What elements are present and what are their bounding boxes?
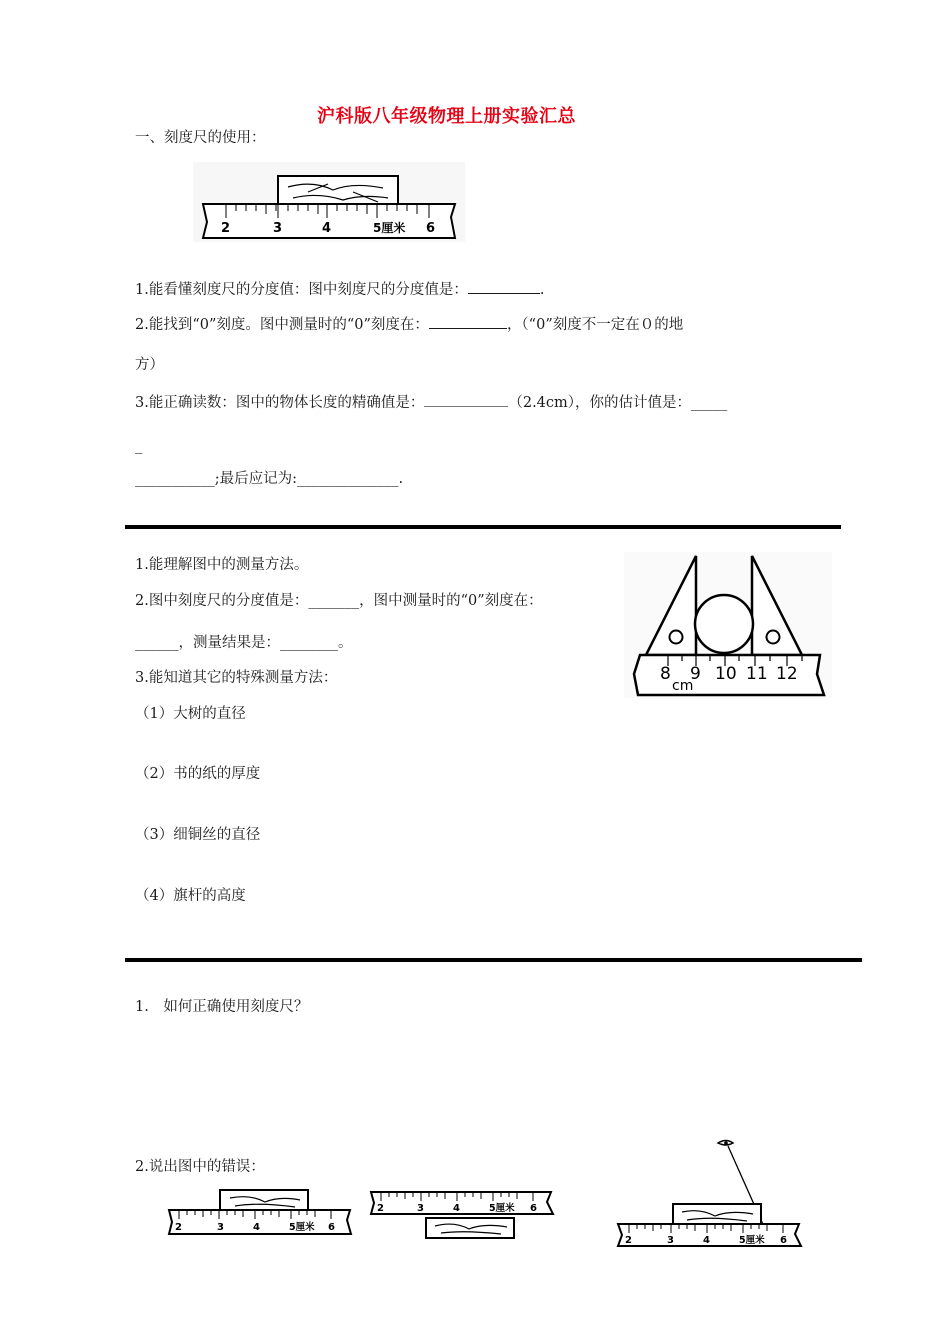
eye-icon — [718, 1141, 733, 1146]
s1-question-1: 1.能看懂刻度尺的分度值：图中刻度尺的分度值是： . — [135, 282, 545, 298]
ruler-b-label-4: 4 — [453, 1203, 460, 1214]
s1-question-3: 3.能正确读数：图中的物体长度的精确值是： （2.4cm），你的估计值是：_____ — [135, 395, 728, 411]
ruler1-label-3: 3 — [273, 221, 283, 236]
ruler-c-label-5: 5厘米 — [739, 1235, 765, 1246]
s2-question-2: 2.图中刻度尺的分度值是：_______，图中测量时的“0”刻度在： — [135, 593, 543, 609]
s1-question-3-final: ___________;最后应记为:______________. — [135, 471, 404, 487]
s3-question-1: 1. 如何正确使用刻度尺？ — [135, 999, 309, 1015]
s3-question-2: 2.说出图中的错误： — [135, 1159, 265, 1175]
ruler1-label-4: 4 — [322, 221, 332, 236]
ruler-c-label-2: 2 — [625, 1235, 632, 1246]
page-title: 沪科版八年级物理上册实验汇总 — [317, 106, 576, 127]
ruler-a-label-2: 2 — [175, 1222, 182, 1233]
s2-question-2-cont: ______，测量结果是：________。 — [135, 635, 353, 651]
ruler-a-label-4: 4 — [253, 1222, 260, 1233]
answer-blank[interactable] — [468, 281, 540, 294]
s2-question-1: 1.能理解图中的测量方法。 — [135, 557, 309, 573]
s1-question-3-cont: _ — [135, 438, 143, 454]
ruler2-unit: cm — [672, 678, 694, 694]
ruler2-label-12: 12 — [776, 664, 798, 684]
special-method-item: （2）书的纸的厚度 — [135, 766, 261, 782]
error-figure-b — [369, 1190, 555, 1242]
ruler-figure-1 — [193, 162, 465, 242]
ruler-a-label-6: 6 — [328, 1222, 335, 1233]
ruler2-label-8: 8 — [660, 664, 671, 684]
answer-blank[interactable] — [429, 316, 507, 329]
section-divider — [125, 958, 862, 962]
s1-question-2: 2.能找到“0”刻度。图中测量时的“0”刻度在： ，（“0”刻度不一定在０的地 — [135, 317, 684, 333]
ruler2-label-10: 10 — [715, 664, 737, 684]
section1-heading: 一、刻度尺的使用： — [135, 130, 266, 146]
section-divider — [125, 525, 841, 529]
ruler-c-label-3: 3 — [667, 1235, 674, 1246]
special-method-item: （4）旗杆的高度 — [135, 888, 246, 904]
ruler1-label-6: 6 — [426, 221, 436, 236]
ruler-b-label-3: 3 — [417, 1203, 424, 1214]
s2-question-3: 3.能知道其它的特殊测量方法： — [135, 670, 338, 686]
ruler-c-label-6: 6 — [780, 1235, 787, 1246]
ruler-a-label-5: 5厘米 — [289, 1222, 315, 1233]
ruler-c-label-4: 4 — [703, 1235, 710, 1246]
error-figure-c — [615, 1136, 807, 1248]
ruler2-label-9: 9 — [690, 664, 701, 684]
measured-circle — [695, 595, 753, 653]
error-figure-a — [165, 1188, 355, 1240]
ruler-a-label-3: 3 — [217, 1222, 224, 1233]
ruler-b-label-5: 5厘米 — [489, 1203, 515, 1214]
ruler-b-label-6: 6 — [530, 1203, 537, 1214]
s1-question-2-cont: 方） — [135, 357, 164, 373]
special-method-item: （3）细铜丝的直径 — [135, 827, 261, 843]
ruler2-label-11: 11 — [746, 664, 768, 684]
ruler-b-label-2: 2 — [377, 1203, 384, 1214]
special-method-item: （1）大树的直径 — [135, 706, 246, 722]
answer-blank[interactable] — [424, 394, 508, 407]
ruler1-label-5: 5厘米 — [373, 221, 406, 235]
diameter-measure-figure — [624, 552, 832, 698]
ruler1-label-2: 2 — [221, 221, 231, 236]
